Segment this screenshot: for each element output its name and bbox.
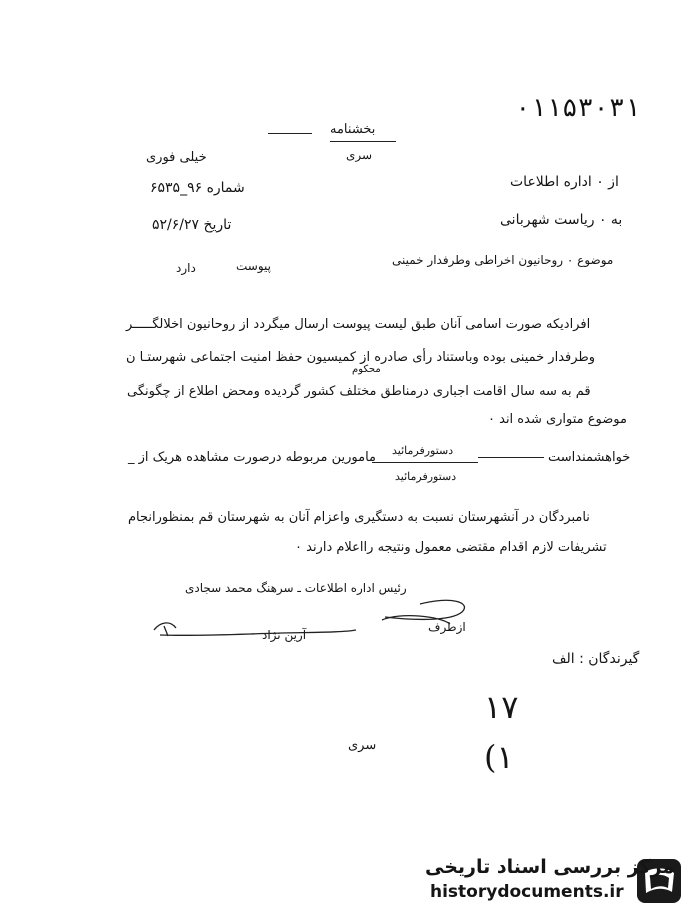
handwritten-signature (150, 590, 480, 642)
to-field: به ۰ ریاست شهربانی (500, 212, 623, 228)
body-line-1: افرادیکه صورت اسامی آنان طبق لیست پیوست ارسال میگردد از روحانیون اخلالگـــــر (126, 317, 591, 332)
body-line-5-instruct-below: دستورفرمائید (395, 470, 457, 483)
footer-classification: سری (348, 738, 377, 753)
body-line-4: موضوع متواری شده اند ۰ (488, 412, 627, 427)
body-line-5-instruct-above: دستورفرمائید (392, 444, 454, 457)
subject-field: موضوع ۰ روحانیون اخراطی وطرفدار خمینی (392, 253, 614, 267)
body-line-3: قم به سه سال اقامت اجباری درمناطق مختلف کشور گردیده ومحض اطلاع از چگونگی (127, 384, 591, 399)
watermark-title: مرکز بررسی اسناد تاریخی (425, 856, 675, 878)
handwritten-number-1: ۱۷ (484, 688, 519, 726)
classification-dash (268, 133, 312, 134)
attachment-value: دارد (176, 261, 196, 275)
from-field: از ۰ اداره اطلاعات (510, 174, 619, 190)
attachment-label: پیوست (236, 259, 271, 273)
signature-line-1: رئیس اداره اطلاعات ـ سرهنگ محمد سجادی (185, 581, 407, 595)
handwritten-number-2: (۱ (484, 738, 514, 776)
body-line-5-text: مامورین مربوطه درصورت مشاهده هریک از _ (128, 450, 376, 465)
date-field: تاریخ ۵۲/۶/۲۷ (152, 217, 232, 233)
classification-circular: بخشنامه (330, 122, 376, 137)
watermark-url[interactable]: historydocuments.ir (430, 882, 624, 902)
recipients: گیرندگان : الف (552, 651, 640, 667)
body-line-5-rule (372, 462, 478, 463)
body-line-2: وطرفدار خمینی بوده وباستناد رأی صادره از کمیسیون حفظ امنیت اجتماعی شهرستـا ن (126, 350, 596, 365)
classification-secret: سری (346, 148, 373, 162)
body-line-5-request: خواهشمنداست (548, 450, 631, 465)
body-line-7: تشریفات لازم اقدام مقتضی معمول ونتیجه رااعلام دارند ۰ (295, 540, 607, 555)
body-line-6: نامبردگان در آنشهرستان نسبت به دستگیری واعزام آنان به شهرستان قم بمنظورانجام (128, 510, 590, 525)
body-insert-word: محکوم (352, 364, 381, 375)
signature-line-2: ازطرف (428, 620, 466, 634)
number-field: شماره ۹۶_۶۵۳۵ (150, 180, 245, 196)
signature-name: آرین نژاد (262, 628, 307, 642)
body-line-5-strike (478, 457, 544, 458)
classification-underline (330, 141, 396, 142)
document-number: ۰۱۱۵۳۰۳۱ (515, 93, 641, 123)
urgency-label: خیلی فوری (146, 150, 207, 165)
